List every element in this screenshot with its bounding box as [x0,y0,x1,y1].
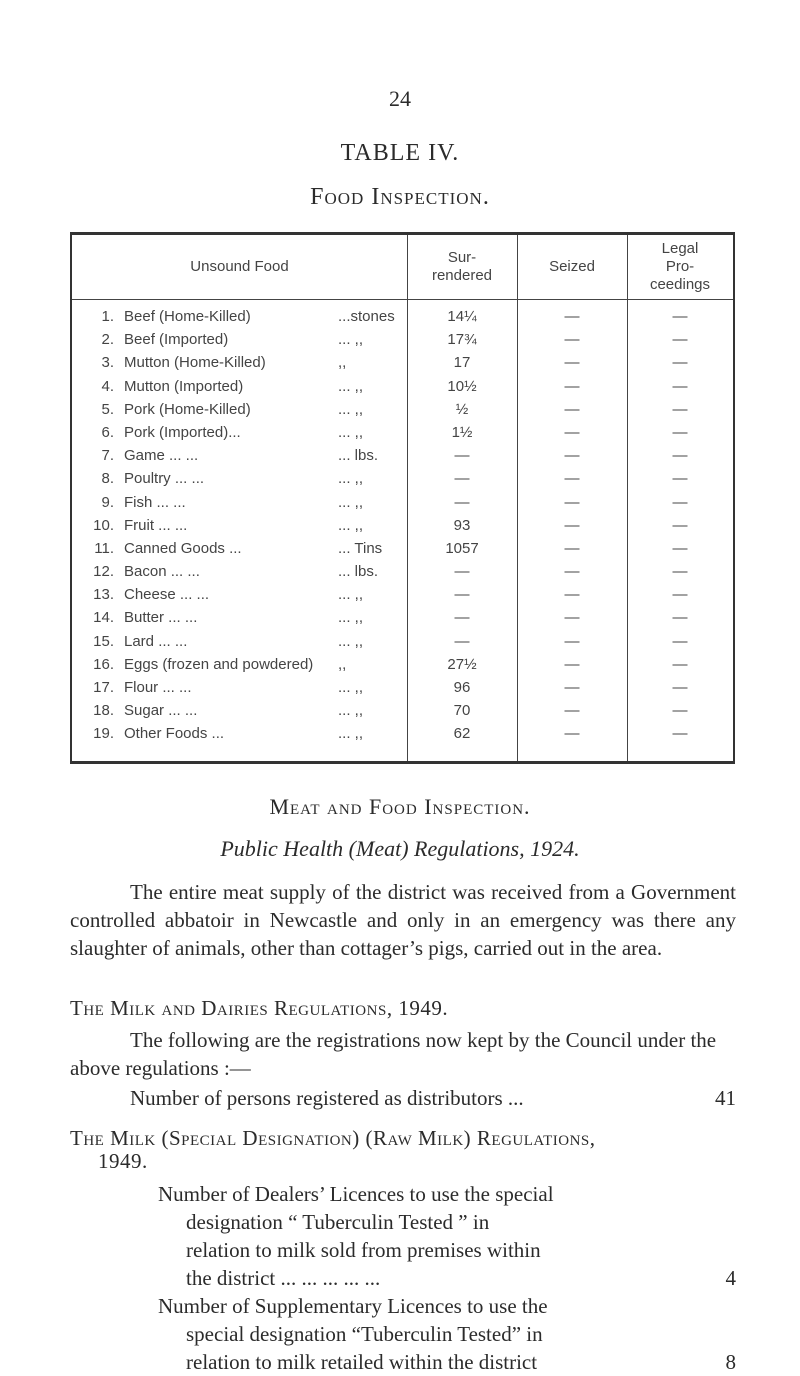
row-seized: — [564,679,580,696]
table-row [72,722,733,745]
row-number: 10. [93,516,114,534]
row-food-item: Cheese ... ... [124,586,210,604]
row-legal-proceedings: — [672,563,688,581]
row-number: 4. [101,377,114,395]
row-seized: — [564,725,580,743]
row-unit: ... ,, [338,377,364,395]
row-number: 7. [101,447,114,465]
row-number: 2. [101,331,114,349]
row-food-item: Game ... ... [124,447,199,465]
table-row [72,630,733,653]
dealers-line: Number of Dealers’ Licences to use the special [158,1182,554,1206]
row-food-item: Butter ... ... [124,609,198,627]
row-number: 15. [93,632,114,650]
row-seized: — [564,539,580,557]
row-surrendered: 10½ [447,377,477,395]
row-surrendered: — [454,586,470,604]
row-unit: ... ,, [338,493,364,511]
row-surrendered: — [454,563,470,581]
special-designation-heading-2: 1949. [98,1149,148,1173]
row-seized: — [564,516,580,534]
table-row [72,606,733,629]
table-row [72,421,733,444]
row-unit: ... ,, [338,725,364,743]
row-seized: — [564,563,580,581]
table-subtitle: Food Inspection. [310,184,490,210]
row-legal-proceedings: — [672,447,688,465]
row-food-item: Fruit ... ... [124,516,188,534]
row-unit: ... ,, [338,516,364,534]
table-row [72,699,733,722]
row-number: 3. [101,354,114,372]
row-unit: ... ,, [338,609,364,627]
header-seized: Seized [549,258,595,275]
special-designation-heading-1: The Milk (Special Designation) (Raw Milk) Regulations, [70,1126,596,1150]
row-number: 6. [101,423,114,441]
row-surrendered: — [454,609,470,627]
row-number: 17. [93,679,114,696]
table-row [72,560,733,583]
row-seized: — [564,400,580,418]
row-surrendered: 93 [453,516,471,534]
row-legal-proceedings: — [672,423,688,441]
table-row [72,305,733,328]
row-unit: ,, [338,354,347,372]
table-row [72,583,733,606]
supplementary-line: special designation “Tuberculin Tested” in [186,1322,543,1346]
row-food-item: Poultry ... ... [124,470,205,488]
row-number: 9. [101,493,114,511]
row-seized: — [564,423,580,441]
row-food-item: Beef (Home-Killed) [124,308,251,325]
row-legal-proceedings: — [672,493,688,511]
row-food-item: Mutton (Imported) [124,377,244,395]
table-row [72,328,733,351]
table-title: TABLE IV. [340,140,460,166]
milk-dairies-heading: The Milk and Dairies Regulations, 1949. [70,996,449,1020]
table-row [72,398,733,421]
row-food-item: Bacon ... ... [124,563,200,581]
row-seized: — [564,632,580,650]
row-number: 11. [94,539,114,557]
row-unit: ... ,, [338,400,364,418]
supplementary-value: 8 [725,1350,736,1374]
distributors-row [130,1084,736,1112]
dealers-licences-item [158,1180,736,1292]
distributors-label: Number of persons registered as distributors ... [130,1086,524,1110]
row-seized: — [564,470,580,488]
row-seized: — [564,702,580,720]
row-legal-proceedings: — [672,725,688,743]
row-seized: — [564,447,580,465]
section-title: Meat and Food Inspection. [269,794,531,819]
table-row [72,491,733,514]
row-number: 8. [101,470,114,488]
row-food-item: Canned Goods ... [124,539,242,557]
row-seized: — [564,609,580,627]
table-row [72,676,733,699]
header-surrendered: Sur- rendered [431,249,493,284]
table-row [72,537,733,560]
row-food-item: Mutton (Home-Killed) [124,354,266,372]
row-food-item: Pork (Home-Killed) [124,400,251,418]
row-legal-proceedings: — [672,702,688,720]
row-legal-proceedings: — [672,655,688,673]
row-seized: — [564,354,580,372]
row-surrendered: 96 [453,679,471,696]
row-surrendered: ½ [455,400,469,418]
row-unit: ,, [338,655,347,673]
row-legal-proceedings: — [672,539,688,557]
page-number: 24 [389,86,411,111]
row-unit: ... ,, [338,586,364,604]
table-row [72,375,733,398]
row-seized: — [564,331,580,349]
row-legal-proceedings: — [672,679,688,696]
row-seized: — [564,586,580,604]
table-body [72,305,733,746]
row-seized: — [564,655,580,673]
table-row [72,514,733,537]
row-surrendered: 17 [453,354,471,372]
row-seized: — [564,308,580,325]
row-surrendered: 27½ [447,655,477,673]
row-legal-proceedings: — [672,308,688,325]
header-legal-proceedings: Legal Pro- ceedings [649,240,711,293]
row-surrendered: 14¼ [447,308,477,325]
dealers-value: 4 [725,1266,736,1290]
dealers-line: relation to milk sold from premises within [186,1238,541,1262]
table-row [72,444,733,467]
row-legal-proceedings: — [672,516,688,534]
dealers-line: the district ... ... ... ... ... [186,1266,381,1290]
row-unit: ...stones [338,308,395,325]
row-legal-proceedings: — [672,586,688,604]
row-legal-proceedings: — [672,331,688,349]
row-legal-proceedings: — [672,354,688,372]
row-number: 18. [93,702,114,720]
row-unit: ... lbs. [338,563,379,581]
row-food-item: Fish ... ... [124,493,186,511]
row-number: 12. [93,563,114,581]
row-food-item: Beef (Imported) [124,331,229,349]
row-surrendered: 1½ [451,423,473,441]
row-surrendered: 70 [453,702,471,720]
row-legal-proceedings: — [672,609,688,627]
row-food-item: Sugar ... ... [124,702,198,720]
row-unit: ... ,, [338,632,364,650]
row-number: 19. [93,725,114,743]
row-surrendered: — [454,470,470,488]
row-surrendered: 62 [453,725,471,743]
row-number: 16. [93,655,114,673]
row-legal-proceedings: — [672,632,688,650]
row-seized: — [564,493,580,511]
row-surrendered: 1057 [445,539,479,557]
milk-dairies-paragraph: The following are the registrations now kept by the Council under the above regulations :— [70,1028,717,1080]
section-subtitle: Public Health (Meat) Regulations, 1924. [220,836,580,861]
row-surrendered: — [454,632,470,650]
row-unit: ... ,, [338,702,364,720]
supplementary-line: Number of Supplementary Licences to use the [158,1294,548,1318]
row-unit: ... ,, [338,470,364,488]
row-legal-proceedings: — [672,470,688,488]
table-row [72,351,733,374]
food-inspection-table [70,232,735,764]
row-seized: — [564,377,580,395]
header-unsound-food: Unsound Food [190,258,289,275]
dealers-line: designation “ Tuberculin Tested ” in [186,1210,490,1234]
row-legal-proceedings: — [672,400,688,418]
header-divider [72,299,733,300]
row-number: 13. [93,586,114,604]
row-food-item: Other Foods ... [124,725,225,743]
row-number: 14. [93,609,114,627]
table-row [72,467,733,490]
row-legal-proceedings: — [672,377,688,395]
supplementary-licences-item [158,1292,736,1376]
supplementary-line: relation to milk retailed within the district [186,1350,538,1374]
distributors-value: 41 [715,1086,736,1110]
row-unit: ... lbs. [338,447,379,465]
row-food-item: Flour ... ... [124,679,192,696]
row-number: 5. [101,400,114,418]
row-unit: ... Tins [338,539,383,557]
row-unit: ... ,, [338,331,364,349]
row-food-item: Eggs (frozen and powdered) [124,655,314,673]
table-row [72,653,733,676]
row-surrendered: 17¾ [447,331,477,349]
row-unit: ... ,, [338,679,364,696]
row-number: 1. [101,308,114,325]
row-unit: ... ,, [338,423,364,441]
row-food-item: Pork (Imported)... [124,423,241,441]
meat-paragraph: The entire meat supply of the district was received from a Government controlled abbatoir in Newcastle and only in an emergency was there any slaughter of animals, other than cottager’s pigs, carried out in the area. [70,880,736,960]
row-surrendered: — [454,447,470,465]
row-surrendered: — [454,493,470,511]
row-food-item: Lard ... ... [124,632,188,650]
